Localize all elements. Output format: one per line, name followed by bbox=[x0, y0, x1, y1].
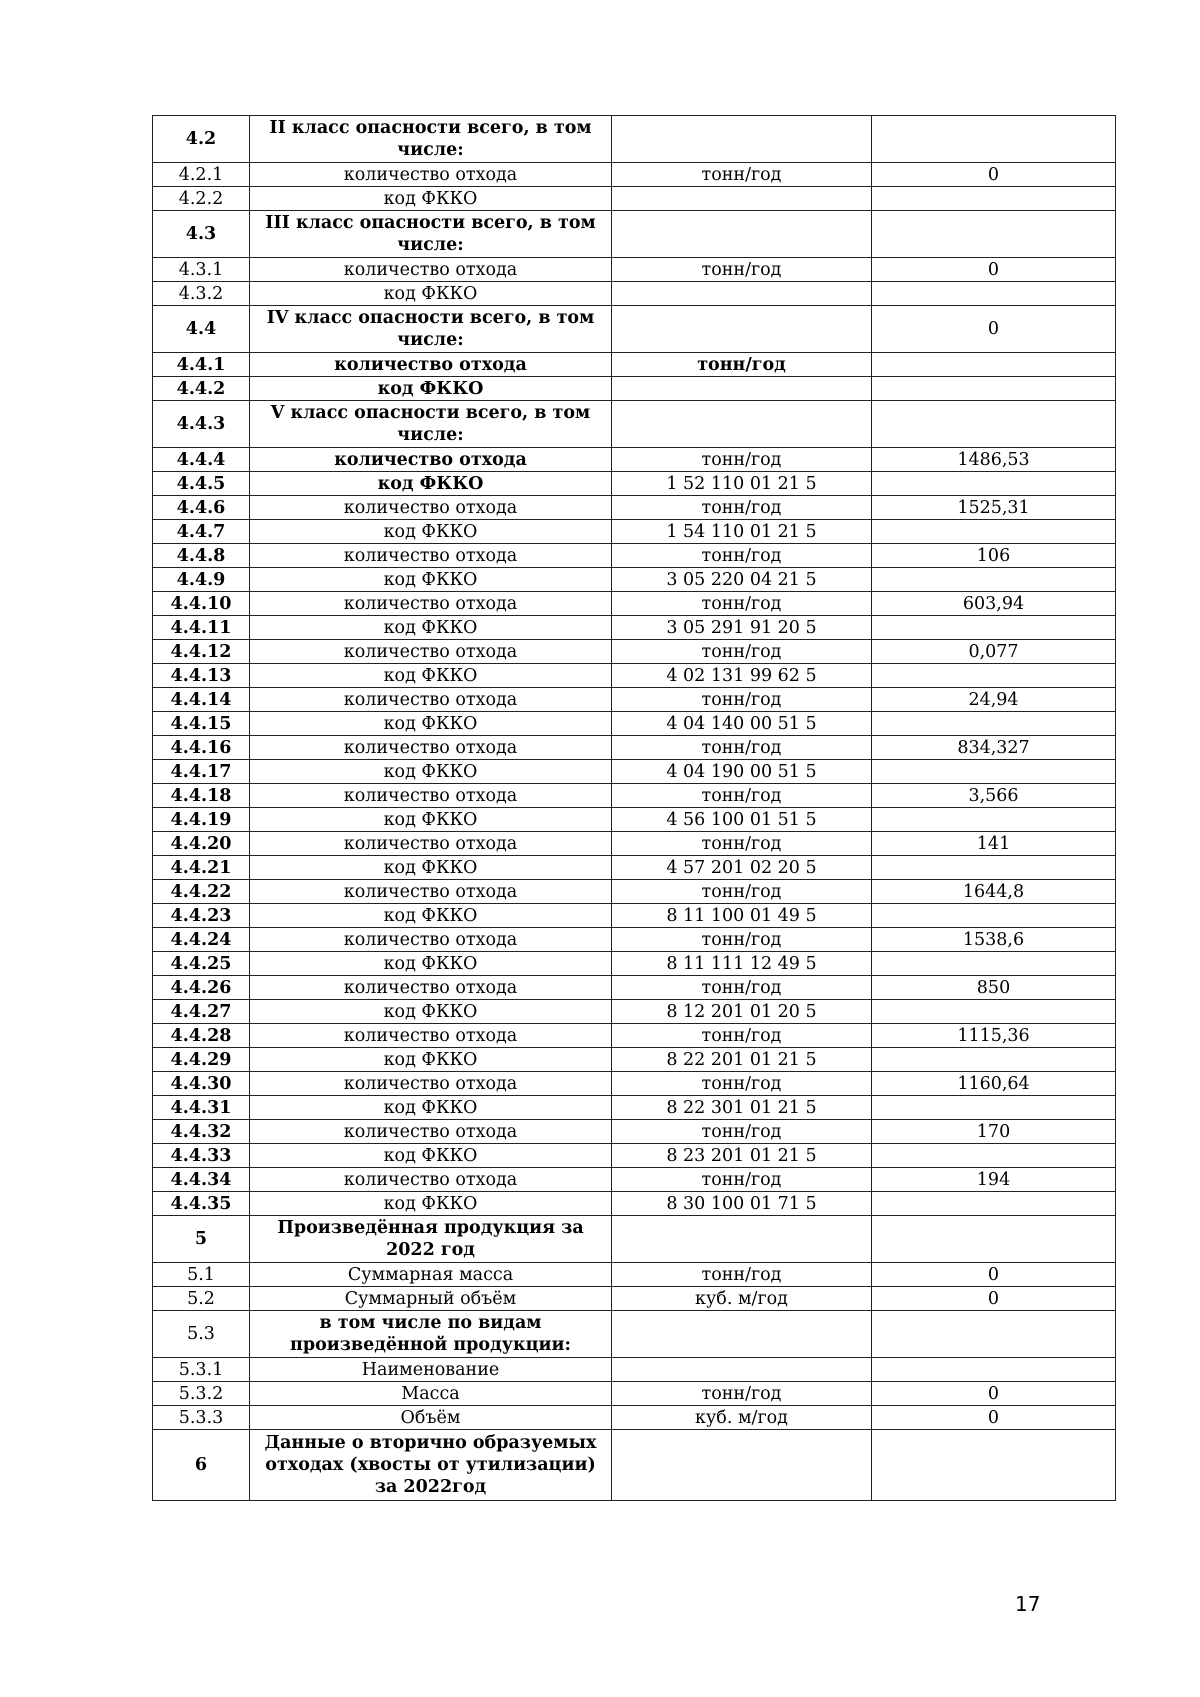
row-unit-cell bbox=[612, 306, 872, 353]
row-value-cell bbox=[872, 1311, 1116, 1358]
row-number-cell: 4.4.22 bbox=[153, 880, 250, 904]
row-number-cell: 4.4 bbox=[153, 306, 250, 353]
row-name-cell: количество отхода bbox=[250, 640, 612, 664]
row-unit-cell: 8 30 100 01 71 5 bbox=[612, 1192, 872, 1216]
row-value-cell: 194 bbox=[872, 1168, 1116, 1192]
row-value-cell: 1644,8 bbox=[872, 880, 1116, 904]
row-name-cell: V класс опасности всего, в том числе: bbox=[250, 401, 612, 448]
table-row bbox=[153, 448, 1116, 472]
row-name-cell: количество отхода bbox=[250, 976, 612, 1000]
row-unit-cell: тонн/год bbox=[612, 832, 872, 856]
row-name-cell: Суммарный объём bbox=[250, 1287, 612, 1311]
row-value-cell bbox=[872, 116, 1116, 163]
row-number-cell: 6 bbox=[153, 1430, 250, 1501]
row-name-cell: количество отхода bbox=[250, 496, 612, 520]
row-number-cell: 4.4.25 bbox=[153, 952, 250, 976]
row-number-cell: 4.4.35 bbox=[153, 1192, 250, 1216]
table-row bbox=[153, 856, 1116, 880]
row-unit-cell: куб. м/год bbox=[612, 1287, 872, 1311]
row-unit-cell: тонн/год bbox=[612, 258, 872, 282]
row-unit-cell: 8 11 111 12 49 5 bbox=[612, 952, 872, 976]
row-name-cell: количество отхода bbox=[250, 1168, 612, 1192]
row-number-cell: 4.4.7 bbox=[153, 520, 250, 544]
row-number-cell: 4.4.20 bbox=[153, 832, 250, 856]
row-number-cell: 5.3.2 bbox=[153, 1382, 250, 1406]
row-unit-cell: тонн/год bbox=[612, 544, 872, 568]
row-value-cell bbox=[872, 1096, 1116, 1120]
row-value-cell bbox=[872, 1144, 1116, 1168]
row-number-cell: 5.3.1 bbox=[153, 1358, 250, 1382]
row-unit-cell: тонн/год bbox=[612, 353, 872, 377]
row-unit-cell bbox=[612, 1311, 872, 1358]
row-name-cell: количество отхода bbox=[250, 592, 612, 616]
row-unit-cell: 8 23 201 01 21 5 bbox=[612, 1144, 872, 1168]
row-name-cell: Наименование bbox=[250, 1358, 612, 1382]
row-number-cell: 4.4.13 bbox=[153, 664, 250, 688]
row-unit-cell: тонн/год bbox=[612, 976, 872, 1000]
table-row bbox=[153, 952, 1116, 976]
row-number-cell: 4.3.2 bbox=[153, 282, 250, 306]
row-value-cell: 24,94 bbox=[872, 688, 1116, 712]
row-value-cell: 0 bbox=[872, 258, 1116, 282]
table-row bbox=[153, 1096, 1116, 1120]
row-name-cell: количество отхода bbox=[250, 1120, 612, 1144]
row-number-cell: 4.4.29 bbox=[153, 1048, 250, 1072]
row-number-cell: 5.2 bbox=[153, 1287, 250, 1311]
table-row bbox=[153, 401, 1116, 448]
table-row bbox=[153, 808, 1116, 832]
table-row bbox=[153, 1406, 1116, 1430]
row-name-cell: код ФККО bbox=[250, 1048, 612, 1072]
row-name-cell: код ФККО bbox=[250, 1192, 612, 1216]
row-number-cell: 4.4.17 bbox=[153, 760, 250, 784]
row-number-cell: 4.4.5 bbox=[153, 472, 250, 496]
row-name-cell: код ФККО bbox=[250, 187, 612, 211]
row-value-cell: 106 bbox=[872, 544, 1116, 568]
row-name-cell: код ФККО bbox=[250, 1096, 612, 1120]
row-unit-cell: тонн/год bbox=[612, 592, 872, 616]
row-unit-cell: 4 04 140 00 51 5 bbox=[612, 712, 872, 736]
row-name-cell: код ФККО bbox=[250, 1000, 612, 1024]
row-value-cell: 0 bbox=[872, 1263, 1116, 1287]
table-row bbox=[153, 568, 1116, 592]
row-unit-cell: 4 57 201 02 20 5 bbox=[612, 856, 872, 880]
table-row bbox=[153, 116, 1116, 163]
page-number: 17 bbox=[1015, 1592, 1041, 1616]
waste-data-table bbox=[152, 115, 1116, 1501]
row-unit-cell: тонн/год bbox=[612, 1382, 872, 1406]
row-unit-cell bbox=[612, 116, 872, 163]
row-name-cell: код ФККО bbox=[250, 472, 612, 496]
table-row bbox=[153, 592, 1116, 616]
row-number-cell: 4.4.28 bbox=[153, 1024, 250, 1048]
row-name-cell: количество отхода bbox=[250, 544, 612, 568]
row-number-cell: 4.4.32 bbox=[153, 1120, 250, 1144]
table-row bbox=[153, 306, 1116, 353]
table-row bbox=[153, 664, 1116, 688]
row-number-cell: 4.4.15 bbox=[153, 712, 250, 736]
row-name-cell: код ФККО bbox=[250, 664, 612, 688]
row-name-cell: код ФККО bbox=[250, 808, 612, 832]
row-unit-cell: 8 12 201 01 20 5 bbox=[612, 1000, 872, 1024]
row-value-cell: 1486,53 bbox=[872, 448, 1116, 472]
row-value-cell bbox=[872, 1000, 1116, 1024]
row-name-cell: код ФККО bbox=[250, 520, 612, 544]
table-row bbox=[153, 1024, 1116, 1048]
table-row bbox=[153, 187, 1116, 211]
row-unit-cell: тонн/год bbox=[612, 928, 872, 952]
row-unit-cell: тонн/год bbox=[612, 736, 872, 760]
table-row bbox=[153, 688, 1116, 712]
row-value-cell: 141 bbox=[872, 832, 1116, 856]
row-value-cell: 0 bbox=[872, 1382, 1116, 1406]
row-number-cell: 4.2 bbox=[153, 116, 250, 163]
row-value-cell: 1525,31 bbox=[872, 496, 1116, 520]
row-value-cell bbox=[872, 282, 1116, 306]
table-row bbox=[153, 1000, 1116, 1024]
row-name-cell: III класс опасности всего, в том числе: bbox=[250, 211, 612, 258]
row-unit-cell: тонн/год bbox=[612, 163, 872, 187]
row-unit-cell: тонн/год bbox=[612, 448, 872, 472]
row-number-cell: 4.2.1 bbox=[153, 163, 250, 187]
table-row bbox=[153, 928, 1116, 952]
row-name-cell: количество отхода bbox=[250, 736, 612, 760]
row-unit-cell: тонн/год bbox=[612, 1072, 872, 1096]
table-row bbox=[153, 1144, 1116, 1168]
row-name-cell: количество отхода bbox=[250, 1024, 612, 1048]
row-unit-cell: тонн/год bbox=[612, 880, 872, 904]
row-unit-cell: 3 05 291 91 20 5 bbox=[612, 616, 872, 640]
row-number-cell: 5.1 bbox=[153, 1263, 250, 1287]
table-row bbox=[153, 282, 1116, 306]
row-unit-cell: куб. м/год bbox=[612, 1406, 872, 1430]
table-row bbox=[153, 1048, 1116, 1072]
table-row bbox=[153, 1287, 1116, 1311]
row-number-cell: 4.3.1 bbox=[153, 258, 250, 282]
row-name-cell: количество отхода bbox=[250, 1072, 612, 1096]
table-row bbox=[153, 640, 1116, 664]
row-number-cell: 4.2.2 bbox=[153, 187, 250, 211]
row-value-cell: 603,94 bbox=[872, 592, 1116, 616]
row-value-cell bbox=[872, 353, 1116, 377]
row-number-cell: 4.4.11 bbox=[153, 616, 250, 640]
row-unit-cell: 4 02 131 99 62 5 bbox=[612, 664, 872, 688]
table-row bbox=[153, 472, 1116, 496]
row-name-cell: Произведённая продукция за 2022 год bbox=[250, 1216, 612, 1263]
row-name-cell: Объём bbox=[250, 1406, 612, 1430]
table-row bbox=[153, 1382, 1116, 1406]
row-unit-cell bbox=[612, 1216, 872, 1263]
table-row bbox=[153, 496, 1116, 520]
table-row bbox=[153, 1263, 1116, 1287]
row-unit-cell: 4 04 190 00 51 5 bbox=[612, 760, 872, 784]
row-number-cell: 4.4.21 bbox=[153, 856, 250, 880]
table-row bbox=[153, 1120, 1116, 1144]
row-value-cell: 0 bbox=[872, 306, 1116, 353]
row-unit-cell: 8 11 100 01 49 5 bbox=[612, 904, 872, 928]
table-row bbox=[153, 1192, 1116, 1216]
row-unit-cell: тонн/год bbox=[612, 496, 872, 520]
row-number-cell: 4.4.2 bbox=[153, 377, 250, 401]
row-unit-cell: 8 22 201 01 21 5 bbox=[612, 1048, 872, 1072]
row-value-cell bbox=[872, 377, 1116, 401]
row-number-cell: 4.4.14 bbox=[153, 688, 250, 712]
row-value-cell bbox=[872, 211, 1116, 258]
row-number-cell: 4.4.10 bbox=[153, 592, 250, 616]
row-value-cell: 834,327 bbox=[872, 736, 1116, 760]
row-number-cell: 5.3.3 bbox=[153, 1406, 250, 1430]
row-name-cell: код ФККО bbox=[250, 282, 612, 306]
table-row bbox=[153, 1168, 1116, 1192]
row-name-cell: количество отхода bbox=[250, 832, 612, 856]
row-name-cell: код ФККО bbox=[250, 760, 612, 784]
row-unit-cell: тонн/год bbox=[612, 1024, 872, 1048]
row-value-cell bbox=[872, 616, 1116, 640]
table-row bbox=[153, 353, 1116, 377]
row-name-cell: код ФККО bbox=[250, 377, 612, 401]
row-number-cell: 4.4.4 bbox=[153, 448, 250, 472]
row-unit-cell: тонн/год bbox=[612, 1263, 872, 1287]
table-row bbox=[153, 712, 1116, 736]
row-value-cell bbox=[872, 472, 1116, 496]
row-unit-cell: тонн/год bbox=[612, 1168, 872, 1192]
row-number-cell: 5 bbox=[153, 1216, 250, 1263]
row-name-cell: в том числе по видам произведённой продукции: bbox=[250, 1311, 612, 1358]
table-row bbox=[153, 736, 1116, 760]
row-number-cell: 4.4.16 bbox=[153, 736, 250, 760]
row-unit-cell bbox=[612, 377, 872, 401]
row-unit-cell: 8 22 301 01 21 5 bbox=[612, 1096, 872, 1120]
row-unit-cell: 1 54 110 01 21 5 bbox=[612, 520, 872, 544]
row-name-cell: количество отхода bbox=[250, 784, 612, 808]
table-row bbox=[153, 832, 1116, 856]
row-number-cell: 4.4.12 bbox=[153, 640, 250, 664]
table-row bbox=[153, 976, 1116, 1000]
row-unit-cell: тонн/год bbox=[612, 688, 872, 712]
row-unit-cell: тонн/год bbox=[612, 1120, 872, 1144]
row-value-cell bbox=[872, 1358, 1116, 1382]
row-value-cell bbox=[872, 904, 1116, 928]
row-value-cell bbox=[872, 187, 1116, 211]
row-name-cell: количество отхода bbox=[250, 448, 612, 472]
row-value-cell bbox=[872, 1192, 1116, 1216]
row-number-cell: 4.3 bbox=[153, 211, 250, 258]
table-body bbox=[153, 116, 1116, 1501]
row-number-cell: 4.4.19 bbox=[153, 808, 250, 832]
row-unit-cell: 1 52 110 01 21 5 bbox=[612, 472, 872, 496]
row-value-cell: 0,077 bbox=[872, 640, 1116, 664]
row-name-cell: количество отхода bbox=[250, 163, 612, 187]
row-number-cell: 4.4.31 bbox=[153, 1096, 250, 1120]
row-value-cell bbox=[872, 712, 1116, 736]
row-name-cell: код ФККО bbox=[250, 712, 612, 736]
row-value-cell bbox=[872, 401, 1116, 448]
row-name-cell: IV класс опасности всего, в том числе: bbox=[250, 306, 612, 353]
table-row bbox=[153, 520, 1116, 544]
row-unit-cell: тонн/год bbox=[612, 640, 872, 664]
row-value-cell: 850 bbox=[872, 976, 1116, 1000]
row-number-cell: 4.4.3 bbox=[153, 401, 250, 448]
row-value-cell bbox=[872, 1216, 1116, 1263]
row-value-cell bbox=[872, 760, 1116, 784]
table-row bbox=[153, 880, 1116, 904]
row-name-cell: количество отхода bbox=[250, 688, 612, 712]
table-row bbox=[153, 544, 1116, 568]
row-name-cell: код ФККО bbox=[250, 952, 612, 976]
row-value-cell bbox=[872, 568, 1116, 592]
table-row bbox=[153, 784, 1116, 808]
row-value-cell: 0 bbox=[872, 1406, 1116, 1430]
row-name-cell: код ФККО bbox=[250, 856, 612, 880]
row-name-cell: код ФККО bbox=[250, 616, 612, 640]
table-row bbox=[153, 163, 1116, 187]
row-number-cell: 4.4.1 bbox=[153, 353, 250, 377]
row-unit-cell bbox=[612, 282, 872, 306]
table-row bbox=[153, 616, 1116, 640]
row-value-cell bbox=[872, 808, 1116, 832]
row-name-cell: Данные о вторично образуемых отходах (хвосты от утилизации) за 2022год bbox=[250, 1430, 612, 1501]
row-value-cell: 1538,6 bbox=[872, 928, 1116, 952]
row-number-cell: 4.4.26 bbox=[153, 976, 250, 1000]
table-row bbox=[153, 1216, 1116, 1263]
table-row bbox=[153, 1358, 1116, 1382]
row-value-cell bbox=[872, 520, 1116, 544]
row-value-cell bbox=[872, 664, 1116, 688]
row-number-cell: 4.4.30 bbox=[153, 1072, 250, 1096]
table-row bbox=[153, 904, 1116, 928]
row-number-cell: 4.4.33 bbox=[153, 1144, 250, 1168]
row-number-cell: 4.4.34 bbox=[153, 1168, 250, 1192]
row-name-cell: Суммарная масса bbox=[250, 1263, 612, 1287]
row-unit-cell bbox=[612, 187, 872, 211]
row-name-cell: количество отхода bbox=[250, 353, 612, 377]
row-value-cell: 1115,36 bbox=[872, 1024, 1116, 1048]
row-unit-cell bbox=[612, 1430, 872, 1501]
row-number-cell: 4.4.23 bbox=[153, 904, 250, 928]
row-number-cell: 5.3 bbox=[153, 1311, 250, 1358]
table-row bbox=[153, 760, 1116, 784]
row-number-cell: 4.4.27 bbox=[153, 1000, 250, 1024]
table-row bbox=[153, 1072, 1116, 1096]
row-value-cell: 0 bbox=[872, 1287, 1116, 1311]
row-number-cell: 4.4.24 bbox=[153, 928, 250, 952]
row-number-cell: 4.4.18 bbox=[153, 784, 250, 808]
table-row bbox=[153, 211, 1116, 258]
table-row bbox=[153, 1430, 1116, 1501]
row-name-cell: Масса bbox=[250, 1382, 612, 1406]
row-name-cell: количество отхода bbox=[250, 258, 612, 282]
row-value-cell: 3,566 bbox=[872, 784, 1116, 808]
row-name-cell: код ФККО bbox=[250, 568, 612, 592]
row-name-cell: количество отхода bbox=[250, 928, 612, 952]
table-row bbox=[153, 377, 1116, 401]
row-unit-cell: тонн/год bbox=[612, 784, 872, 808]
row-value-cell bbox=[872, 856, 1116, 880]
table-row bbox=[153, 258, 1116, 282]
row-value-cell bbox=[872, 1430, 1116, 1501]
row-unit-cell bbox=[612, 1358, 872, 1382]
row-unit-cell: 3 05 220 04 21 5 bbox=[612, 568, 872, 592]
row-unit-cell: 4 56 100 01 51 5 bbox=[612, 808, 872, 832]
table-row bbox=[153, 1311, 1116, 1358]
row-value-cell: 170 bbox=[872, 1120, 1116, 1144]
row-name-cell: II класс опасности всего, в том числе: bbox=[250, 116, 612, 163]
row-value-cell bbox=[872, 952, 1116, 976]
row-name-cell: количество отхода bbox=[250, 880, 612, 904]
row-number-cell: 4.4.6 bbox=[153, 496, 250, 520]
row-number-cell: 4.4.9 bbox=[153, 568, 250, 592]
row-number-cell: 4.4.8 bbox=[153, 544, 250, 568]
row-value-cell bbox=[872, 1048, 1116, 1072]
row-name-cell: код ФККО bbox=[250, 904, 612, 928]
row-unit-cell bbox=[612, 211, 872, 258]
row-value-cell: 1160,64 bbox=[872, 1072, 1116, 1096]
row-value-cell: 0 bbox=[872, 163, 1116, 187]
row-name-cell: код ФККО bbox=[250, 1144, 612, 1168]
row-unit-cell bbox=[612, 401, 872, 448]
